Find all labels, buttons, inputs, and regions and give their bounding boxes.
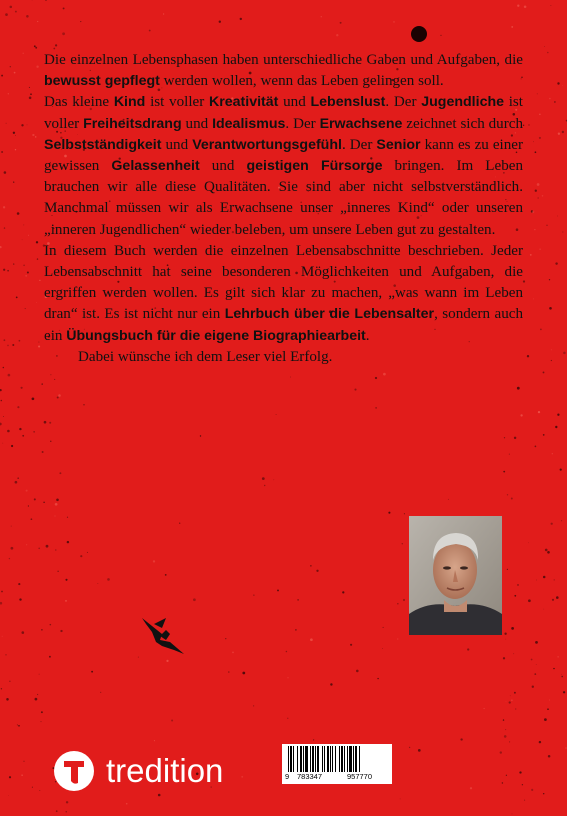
text-run: und bbox=[181, 115, 213, 132]
text-run: kann es zu einer gewissen bbox=[44, 136, 524, 175]
text-run: Die einzelnen Lebensphasen haben unterschiedliche Gaben und Aufgaben, die bbox=[44, 52, 523, 68]
text-run: In diesem Buch werden die einzelnen Lebensabschnitte beschrieben. Jeder Lebensabschnitt hat seine besonderen Möglichkeiten und Aufgaben, die ergriffen werden wollen. Es gilt sich klar zu machen, „was wann im Leben dran“ ist. Es ist nicht nur ein bbox=[44, 242, 523, 323]
publisher-name: tredition bbox=[106, 752, 224, 789]
closing-line: Dabei wünsche ich dem Leser viel Erfolg. bbox=[78, 348, 333, 365]
text-run: . Der bbox=[385, 94, 422, 111]
barcode-lead-digit: 9 bbox=[285, 772, 290, 781]
text-run: Das kleine bbox=[44, 94, 114, 111]
emphasized-term: Idealismus bbox=[212, 115, 286, 132]
emphasized-term: Lehrbuch über die Lebensalter bbox=[224, 306, 435, 323]
text-run: bringen. Im Leben brauchen wir alle diese Qualitäten. Sie sind aber nicht selbstverständlich. Manchmal müssen wir als Erwachsene unser „inneres Kind“ oder unseren „inneren Jugendlichen“ wieder beleben, um unsere Leben gut zu gestalten. bbox=[44, 158, 523, 238]
emphasized-term: Kind bbox=[113, 94, 146, 111]
barcode-digits bbox=[285, 772, 389, 816]
barcode-group-1: 783347 bbox=[297, 772, 323, 781]
text-run: werden wollen, wenn das Leben gelingen soll. bbox=[159, 73, 444, 90]
emphasized-term: Selbstständigkeit bbox=[44, 136, 162, 153]
text-run: , sondern auch ein bbox=[44, 306, 524, 344]
emphasized-term: Jugendliche bbox=[421, 94, 505, 111]
barcode-group-2: 957770 bbox=[347, 772, 373, 781]
text-run: . Der bbox=[341, 136, 377, 153]
emphasized-term: Lebenslust bbox=[310, 94, 386, 111]
emphasized-term: Kreativität bbox=[208, 94, 279, 111]
emphasized-term: Verantwortungsgefühl bbox=[192, 136, 342, 153]
blurb-paragraph-3 bbox=[44, 241, 523, 347]
text-run: ist voller bbox=[145, 94, 209, 111]
text-run: zeichnet sich durch bbox=[402, 115, 524, 132]
emphasized-term: Erwachsene bbox=[319, 115, 403, 132]
text-run: und bbox=[161, 136, 193, 153]
barcode-bars bbox=[286, 746, 388, 772]
emphasized-term: Gelassenheit bbox=[111, 158, 200, 175]
emphasized-term: Senior bbox=[376, 136, 421, 153]
text-run: . bbox=[365, 327, 370, 344]
emphasized-term: geistigen Fürsorge bbox=[246, 158, 383, 175]
text-run: und bbox=[199, 158, 247, 175]
emphasized-term: Übungsbuch für die eigene Biographiearbeit bbox=[66, 327, 366, 344]
blurb-paragraph-1 bbox=[44, 50, 523, 92]
text-run: . Der bbox=[285, 115, 320, 132]
blurb-paragraph-2 bbox=[44, 92, 523, 240]
text-run: und bbox=[278, 94, 311, 111]
emphasized-term: Freiheitsdrang bbox=[83, 115, 182, 132]
blurb-text bbox=[44, 50, 523, 368]
author-photo bbox=[409, 516, 502, 635]
isbn-barcode bbox=[282, 744, 392, 784]
publisher-logo[interactable] bbox=[54, 749, 250, 795]
text-run: ist voller bbox=[44, 94, 524, 132]
emphasized-term: bewusst gepflegt bbox=[44, 73, 160, 90]
tredition-t-logo-icon bbox=[54, 751, 94, 791]
bird-icon bbox=[140, 612, 186, 656]
